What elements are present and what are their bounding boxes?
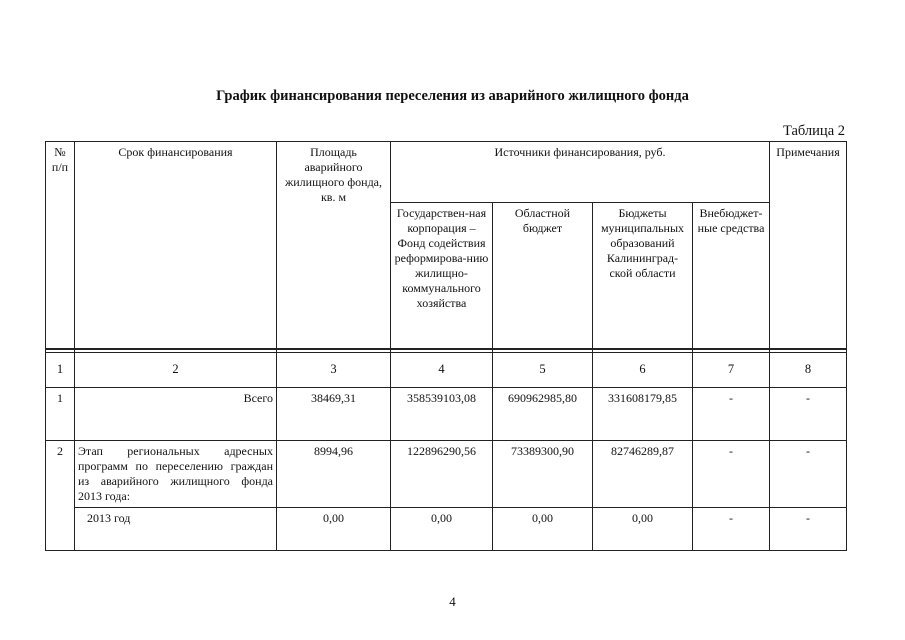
- column-number: 2: [75, 353, 277, 388]
- column-number: 6: [593, 353, 693, 388]
- row-municipal: 82746289,87: [593, 441, 693, 508]
- column-number: 8: [770, 353, 847, 388]
- header-extra: Внебюджет-ные средства: [693, 203, 770, 349]
- row-period: Всего: [75, 388, 277, 441]
- row-municipal: 0,00: [593, 508, 693, 551]
- row-regional: 690962985,80: [493, 388, 593, 441]
- header-fund: Государствен-ная корпорация – Фонд содействия реформирова-нию жилищно-коммунального хозяйства: [391, 203, 493, 349]
- header-municipal: Бюджеты муниципальных образований Калининград-ской области: [593, 203, 693, 349]
- row-fund: 0,00: [391, 508, 493, 551]
- row-period: 2013 год: [75, 508, 277, 551]
- document-title: График финансирования переселения из аварийного жилищного фонда: [216, 88, 689, 104]
- row-num: 2: [46, 441, 75, 551]
- table-row: [46, 388, 847, 441]
- row-area: 8994,96: [277, 441, 391, 508]
- financing-table: [45, 141, 847, 551]
- table-label: Таблица 2: [782, 123, 845, 139]
- row-num: 1: [46, 388, 75, 441]
- row-notes: -: [770, 508, 847, 551]
- row-notes: -: [770, 388, 847, 441]
- column-number: 7: [693, 353, 770, 388]
- header-num: № п/п: [46, 142, 75, 350]
- header-notes: Примечания: [770, 142, 847, 350]
- column-number: 3: [277, 353, 391, 388]
- column-number-row: [46, 353, 847, 388]
- header-area: Площадь аварийного жилищного фонда, кв. м: [277, 142, 391, 350]
- column-number: 1: [46, 353, 75, 388]
- row-municipal: 331608179,85: [593, 388, 693, 441]
- row-fund: 358539103,08: [391, 388, 493, 441]
- table-row: [46, 508, 847, 551]
- column-number: 4: [391, 353, 493, 388]
- column-number: 5: [493, 353, 593, 388]
- row-fund: 122896290,56: [391, 441, 493, 508]
- row-notes: -: [770, 441, 847, 508]
- header-regional: Областной бюджет: [493, 203, 593, 349]
- row-extra: -: [693, 441, 770, 508]
- row-period: Этап региональных адресных программ по переселению граждан из аварийного жилищного фонда 2013 года:: [75, 441, 277, 508]
- header-sources: Источники финансирования, руб.: [391, 142, 770, 203]
- row-extra: -: [693, 508, 770, 551]
- page-number: 4: [449, 594, 456, 609]
- row-extra: -: [693, 388, 770, 441]
- row-regional: 73389300,90: [493, 441, 593, 508]
- row-area: 38469,31: [277, 388, 391, 441]
- row-area: 0,00: [277, 508, 391, 551]
- header-period: Срок финансирования: [75, 142, 277, 350]
- row-regional: 0,00: [493, 508, 593, 551]
- table-row: [46, 441, 847, 508]
- header-row-1: [46, 142, 847, 203]
